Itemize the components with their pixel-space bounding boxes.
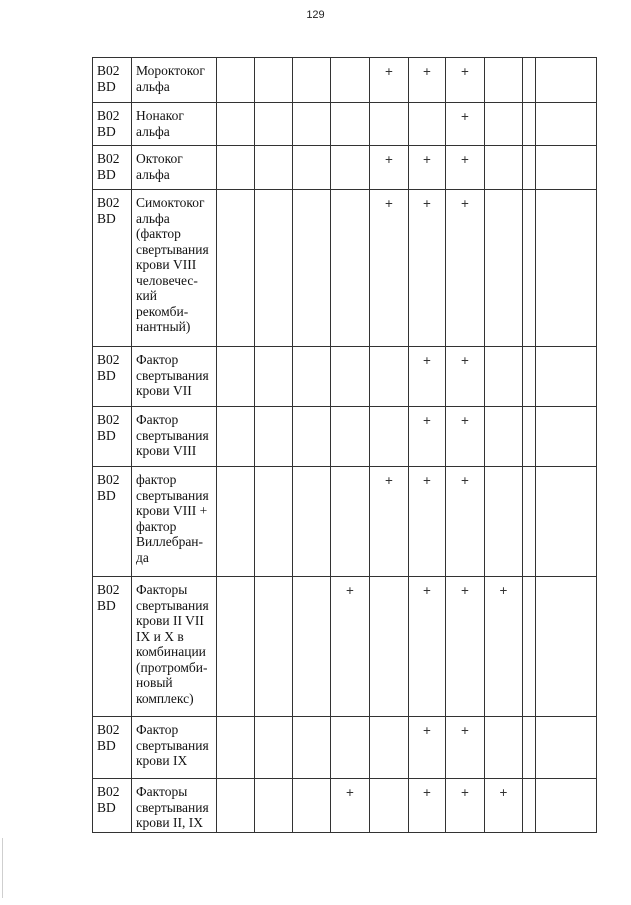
mark-cell: [293, 146, 331, 190]
mark-cell: [536, 407, 597, 467]
atc-code-line: B02: [97, 582, 120, 597]
mark-cell: [293, 717, 331, 779]
atc-code-line: BD: [97, 367, 116, 383]
table-row: [93, 779, 597, 833]
drug-name-line: рекомби-: [136, 303, 189, 319]
drug-name-cell: [132, 467, 217, 577]
drug-name-line: крови VIII: [136, 443, 197, 458]
mark-cell: [536, 717, 597, 779]
drug-name-line: Симоктоког: [136, 195, 205, 210]
drug-name-line: крови VIII: [136, 257, 197, 272]
mark-cell: [255, 146, 293, 190]
atc-code-line: B02: [97, 195, 120, 210]
mark-cell: [293, 103, 331, 146]
mark-cell: +: [370, 190, 409, 347]
mark-cell: +: [409, 190, 446, 347]
mark-cell: [331, 103, 370, 146]
table-row: [93, 407, 597, 467]
atc-code-cell: [93, 347, 132, 407]
mark-cell: [370, 779, 409, 833]
atc-code-line: BD: [97, 166, 116, 182]
mark-cell: [331, 347, 370, 407]
drug-name-line: кий: [136, 288, 158, 303]
drug-name-line: Фактор: [136, 722, 179, 737]
mark-cell: +: [446, 146, 485, 190]
mark-cell: [217, 467, 255, 577]
drug-name-line: фактор: [136, 472, 177, 487]
drug-name-line: IX и X в: [136, 628, 184, 644]
drug-name-cell: [132, 103, 217, 146]
drug-name-line: Фактор: [136, 412, 179, 427]
mark-cell: [255, 347, 293, 407]
drug-name-line: Виллебран-: [136, 534, 204, 549]
atc-code-line: B02: [97, 472, 120, 487]
mark-cell: [523, 347, 536, 407]
mark-cell: [331, 190, 370, 347]
drug-name-line: крови II, IX: [136, 815, 204, 830]
drug-name-line: свертывания: [136, 487, 209, 503]
mark-cell: [523, 779, 536, 833]
mark-cell: [523, 717, 536, 779]
table-row: [93, 58, 597, 103]
mark-cell: [217, 779, 255, 833]
mark-cell: [523, 467, 536, 577]
table-row: [93, 467, 597, 577]
drug-name-line: нантный): [136, 319, 191, 334]
drug-name-line: Мороктоког: [136, 63, 205, 78]
mark-cell: +: [370, 146, 409, 190]
drug-name-line: да: [136, 549, 149, 565]
mark-cell: [293, 407, 331, 467]
mark-cell: [485, 347, 523, 407]
mark-cell: [217, 347, 255, 407]
mark-cell: [255, 779, 293, 833]
mark-cell: +: [446, 407, 485, 467]
mark-cell: [255, 577, 293, 717]
mark-cell: +: [331, 577, 370, 717]
mark-cell: +: [485, 779, 523, 833]
mark-cell: [523, 407, 536, 467]
drug-table: [92, 57, 597, 833]
atc-code-line: B02: [97, 784, 120, 799]
mark-cell: [536, 146, 597, 190]
mark-cell: [370, 407, 409, 467]
mark-cell: [485, 467, 523, 577]
mark-cell: [255, 407, 293, 467]
mark-cell: [370, 717, 409, 779]
drug-name-line: крови IX: [136, 753, 188, 768]
mark-cell: +: [409, 577, 446, 717]
mark-cell: +: [370, 467, 409, 577]
drug-name-line: Октоког: [136, 151, 183, 166]
mark-cell: [536, 58, 597, 103]
mark-cell: +: [409, 467, 446, 577]
mark-cell: [331, 407, 370, 467]
drug-name-line: (фактор: [136, 226, 181, 241]
mark-cell: [485, 103, 523, 146]
atc-code-cell: [93, 779, 132, 833]
drug-name-line: человечес-: [136, 272, 198, 288]
table-row: [93, 103, 597, 146]
table-row: [93, 717, 597, 779]
drug-name-line: Факторы: [136, 784, 188, 799]
mark-cell: [485, 407, 523, 467]
drug-name-line: альфа: [136, 210, 170, 226]
drug-name-line: комбинации: [136, 644, 206, 659]
atc-code-line: B02: [97, 722, 120, 737]
mark-cell: [536, 103, 597, 146]
drug-name-line: Фактор: [136, 352, 179, 367]
mark-cell: [331, 467, 370, 577]
mark-cell: +: [409, 146, 446, 190]
drug-name-line: свертывания: [136, 597, 209, 613]
drug-name-cell: [132, 146, 217, 190]
drug-name-line: крови VII: [136, 383, 192, 398]
mark-cell: [217, 58, 255, 103]
mark-cell: [217, 577, 255, 717]
drug-name-line: свертывания: [136, 241, 209, 257]
drug-name-cell: [132, 190, 217, 347]
mark-cell: +: [409, 407, 446, 467]
mark-cell: [255, 103, 293, 146]
atc-code-cell: [93, 407, 132, 467]
mark-cell: [331, 58, 370, 103]
mark-cell: +: [446, 190, 485, 347]
table-row: [93, 146, 597, 190]
drug-name-line: фактор: [136, 518, 177, 534]
mark-cell: [217, 103, 255, 146]
mark-cell: [293, 779, 331, 833]
drug-name-line: комплекс): [136, 690, 194, 706]
drug-name-line: новый: [136, 675, 173, 690]
mark-cell: [523, 146, 536, 190]
mark-cell: [523, 103, 536, 146]
table-row: [93, 190, 597, 347]
table-row: [93, 577, 597, 717]
mark-cell: [293, 347, 331, 407]
mark-cell: [485, 58, 523, 103]
mark-cell: [293, 58, 331, 103]
atc-code-line: BD: [97, 737, 116, 753]
mark-cell: [255, 190, 293, 347]
drug-name-line: Факторы: [136, 582, 188, 597]
mark-cell: +: [409, 58, 446, 103]
mark-cell: +: [370, 58, 409, 103]
mark-cell: +: [409, 779, 446, 833]
drug-name-line: свертывания: [136, 737, 209, 753]
mark-cell: [217, 407, 255, 467]
mark-cell: +: [446, 103, 485, 146]
mark-cell: [536, 577, 597, 717]
drug-name-line: свертывания: [136, 367, 209, 383]
mark-cell: [370, 347, 409, 407]
atc-code-line: BD: [97, 487, 116, 503]
atc-code-cell: [93, 103, 132, 146]
mark-cell: [485, 146, 523, 190]
mark-cell: [293, 467, 331, 577]
mark-cell: [485, 190, 523, 347]
drug-name-cell: [132, 58, 217, 103]
drug-name-line: альфа: [136, 78, 170, 94]
atc-code-line: B02: [97, 412, 120, 427]
atc-code-line: BD: [97, 123, 116, 139]
mark-cell: +: [446, 577, 485, 717]
mark-cell: [217, 190, 255, 347]
atc-code-line: BD: [97, 427, 116, 443]
drug-name-cell: [132, 577, 217, 717]
atc-code-line: BD: [97, 78, 116, 94]
atc-code-line: B02: [97, 352, 120, 367]
mark-cell: [536, 347, 597, 407]
drug-name-line: крови VIII +: [136, 503, 208, 518]
mark-cell: [370, 577, 409, 717]
mark-cell: +: [409, 347, 446, 407]
atc-code-line: B02: [97, 63, 120, 78]
atc-code-cell: [93, 58, 132, 103]
mark-cell: [331, 717, 370, 779]
atc-code-line: BD: [97, 799, 116, 815]
mark-cell: [370, 103, 409, 146]
drug-name-cell: [132, 407, 217, 467]
mark-cell: [217, 717, 255, 779]
mark-cell: +: [485, 577, 523, 717]
mark-cell: +: [446, 717, 485, 779]
atc-code-cell: [93, 146, 132, 190]
atc-code-cell: [93, 467, 132, 577]
mark-cell: [409, 103, 446, 146]
mark-cell: [293, 577, 331, 717]
drug-name-line: альфа: [136, 123, 170, 139]
drug-name-line: свертывания: [136, 799, 209, 815]
mark-cell: +: [409, 717, 446, 779]
mark-cell: [523, 58, 536, 103]
mark-cell: [255, 467, 293, 577]
mark-cell: [255, 58, 293, 103]
mark-cell: [217, 146, 255, 190]
mark-cell: [331, 146, 370, 190]
atc-code-line: B02: [97, 151, 120, 166]
drug-name-cell: [132, 347, 217, 407]
drug-name-line: альфа: [136, 166, 170, 182]
drug-name-cell: [132, 717, 217, 779]
atc-code-cell: [93, 577, 132, 717]
mark-cell: [523, 190, 536, 347]
atc-code-line: BD: [97, 597, 116, 613]
mark-cell: +: [446, 779, 485, 833]
drug-name-line: свертывания: [136, 427, 209, 443]
drug-name-cell: [132, 779, 217, 833]
margin-rule: [2, 838, 3, 898]
drug-name-line: (протромби-: [136, 659, 208, 675]
mark-cell: [536, 779, 597, 833]
mark-cell: [255, 717, 293, 779]
mark-cell: [536, 467, 597, 577]
mark-cell: [523, 577, 536, 717]
mark-cell: [293, 190, 331, 347]
mark-cell: +: [446, 467, 485, 577]
mark-cell: +: [446, 347, 485, 407]
mark-cell: +: [331, 779, 370, 833]
table-row: [93, 347, 597, 407]
mark-cell: [485, 717, 523, 779]
mark-cell: [536, 190, 597, 347]
atc-code-line: B02: [97, 108, 120, 123]
mark-cell: +: [446, 58, 485, 103]
page-number: 129: [306, 9, 325, 21]
atc-code-cell: [93, 717, 132, 779]
atc-code-cell: [93, 190, 132, 347]
atc-code-line: BD: [97, 210, 116, 226]
drug-name-line: Нонаког: [136, 108, 184, 123]
drug-name-line: крови II VII: [136, 613, 204, 628]
